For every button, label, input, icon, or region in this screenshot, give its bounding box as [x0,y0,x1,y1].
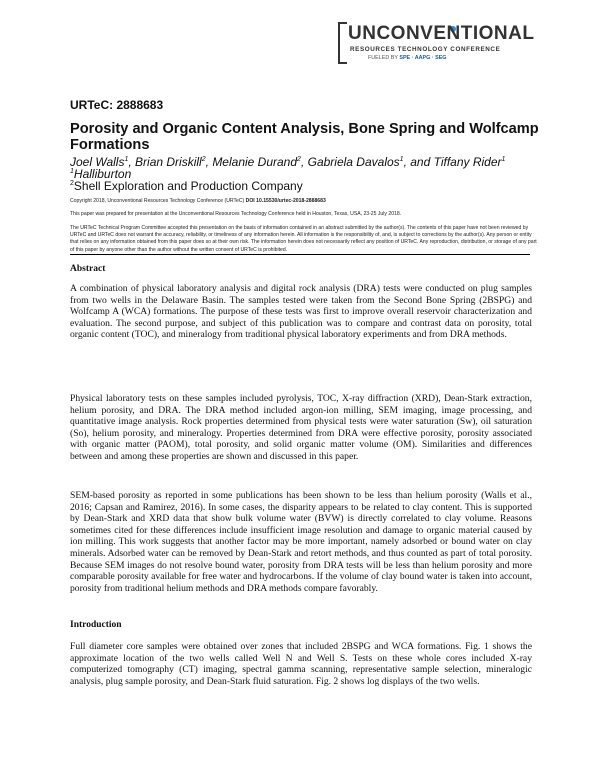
author-separator: , and [403,155,434,169]
author-name: Melanie Durand [212,155,298,169]
author-separator: , [300,155,308,169]
affiliation-number: 2 [70,180,74,187]
author-name: Joel Walls [70,155,125,169]
prepared-notice: This paper was prepared for presentation at the Unconventional Resources Technology Conference held in Houston, Texas, USA, 23-25 July 2018. [70,211,402,217]
logo-fueled-by-orgs: SPE · AAPG · SEG [399,55,447,61]
author-affiliation-mark: 1 [501,156,506,163]
author-separator: , [128,155,136,169]
author-name: Brian Driskill [135,155,202,169]
copyright-notice [70,198,540,205]
abstract-paragraph-1: A combination of physical laboratory analysis and digital rock analysis (DRA) tests were conducted on plug samples from two wells in the Delaware Basin. The samples tested were taken from the Second Bone Spring (2BSPG) and Wolfcamp A (WCA) formations. The purpose of these tests was first to improve overall reservoir characterization and evaluation. The second purpose, and subject of this publication was to compare and contrast data on porosity, total organic content (TOC), and mineralogy from traditional physical laboratory experiments and from DRA methods. [70,283,532,341]
abstract-paragraph-2: Physical laboratory tests on these samples included pyrolysis, TOC, X-ray diffraction (XRD), Dean-Stark extraction, helium porosity, and DRA. The DRA method included argon-ion milling, SEM imaging, image processing, and quantitative image analysis. Rock properties determined from physical tests were water saturation (Sw), oil saturation (So), helium porosity, and mineralogy. Properties determined from DRA were effective porosity, porosity associated with organic matter (PAOM), total porosity, and solid organic matter volume (OM). Similarities and differences between and among these properties are shown and discussed in this paper. [70,393,532,462]
affiliation-number: 1 [70,168,74,175]
paper-title: Porosity and Organic Content Analysis, Bone Spring and Wolfcamp Formations [70,121,539,153]
abstract-paragraph-3: SEM-based porosity as reported in some publications has been shown to be less than helium porosity (Walls et al., 2016; Capsan and Ramirez, 2016). In some cases, the disparity appears to be related to clay content. This is supported by Dean-Stark and XRD data that show bulk volume water (BVW) is directly correlated to clay volume. Reasons sometimes cited for these differences include insufficient image resolution and damage to organic material caused by ion milling. This work suggests that another factor may be more important, namely adsorbed or bound water on clay minerals. Adsorbed water can be removed by Dean-Stark and retort methods, and thus counted as part of total porosity. Because SEM images do not resolve bound water, porosity from DRA tests will be less than helium porosity and more comparable porosity available for free water and hydrocarbons. If the volume of clay bound water is taken into account, porosity from traditional helium methods and DRA methods compare favorably. [70,490,532,594]
header-divider [70,254,530,255]
paper-id: URTeC: 2888683 [70,98,164,112]
affiliation-2 [70,178,303,192]
logo-fueled-by-prefix: FUELED BY [368,55,398,61]
logo-wordmark: UNCONVENTIONAL [348,23,535,44]
logo-subtitle: RESOURCES TECHNOLOGY CONFERENCE [350,46,501,53]
author-affiliation-mark: 2 [297,156,301,163]
logo-bracket [338,22,347,64]
copyright-doi: DOI 10.15530/urtec-2018-2888683 [245,198,326,204]
introduction-heading: Introduction [70,620,122,630]
author-affiliation-mark: 1 [124,156,129,163]
disclaimer-notice: The URTeC Technical Program Committee accepted this presentation on the basis of information contained in an abstract submitted by the author(s). The contents of this paper have not been reviewed by URTeC and URTeC does not warrant the accuracy, reliability, or timeliness of any information herein. All information is the responsibility of, and, is subject to corrections by the author(s). Any person or entity that relies on any information obtained from this paper does so at their own risk. The information herein does not necessarily reflect any position of URTeC. Any reproduction, distribution, or storage of any part of this paper by anyone other than the author without the written consent of URTeC is prohibited. [70,225,537,253]
conference-logo [338,22,535,64]
introduction-paragraph-1: Full diameter core samples were obtained over zones that included 2BSPG and WCA formations. Fig. 1 shows the approximate location of the two wells called Well N and Well S. Tests on these whole cores included X-ray computerized tomography (CT) imaging, spectral gamma scanning, representative sample selection, mineralogic analysis, plug sample porosity, and Dean-Stark fluid saturation. Fig. 2 shows log displays of the two wells. [70,641,532,687]
logo-fueled-by [368,55,447,61]
author-affiliation-mark: 2 [201,156,206,163]
abstract-heading: Abstract [70,264,106,274]
affiliation-name: Shell Exploration and Production Company [73,179,303,193]
copyright-text: Copyright 2018, Unconventional Resources Technology Conference (URTeC) [70,198,246,204]
affiliation-name: Halliburton [73,167,132,181]
author-list [70,154,550,168]
author-separator: , [205,155,213,169]
author-name: Tiffany Rider [433,155,502,169]
author-affiliation-mark: 1 [399,156,404,163]
author-name: Gabriela Davalos [307,155,400,169]
